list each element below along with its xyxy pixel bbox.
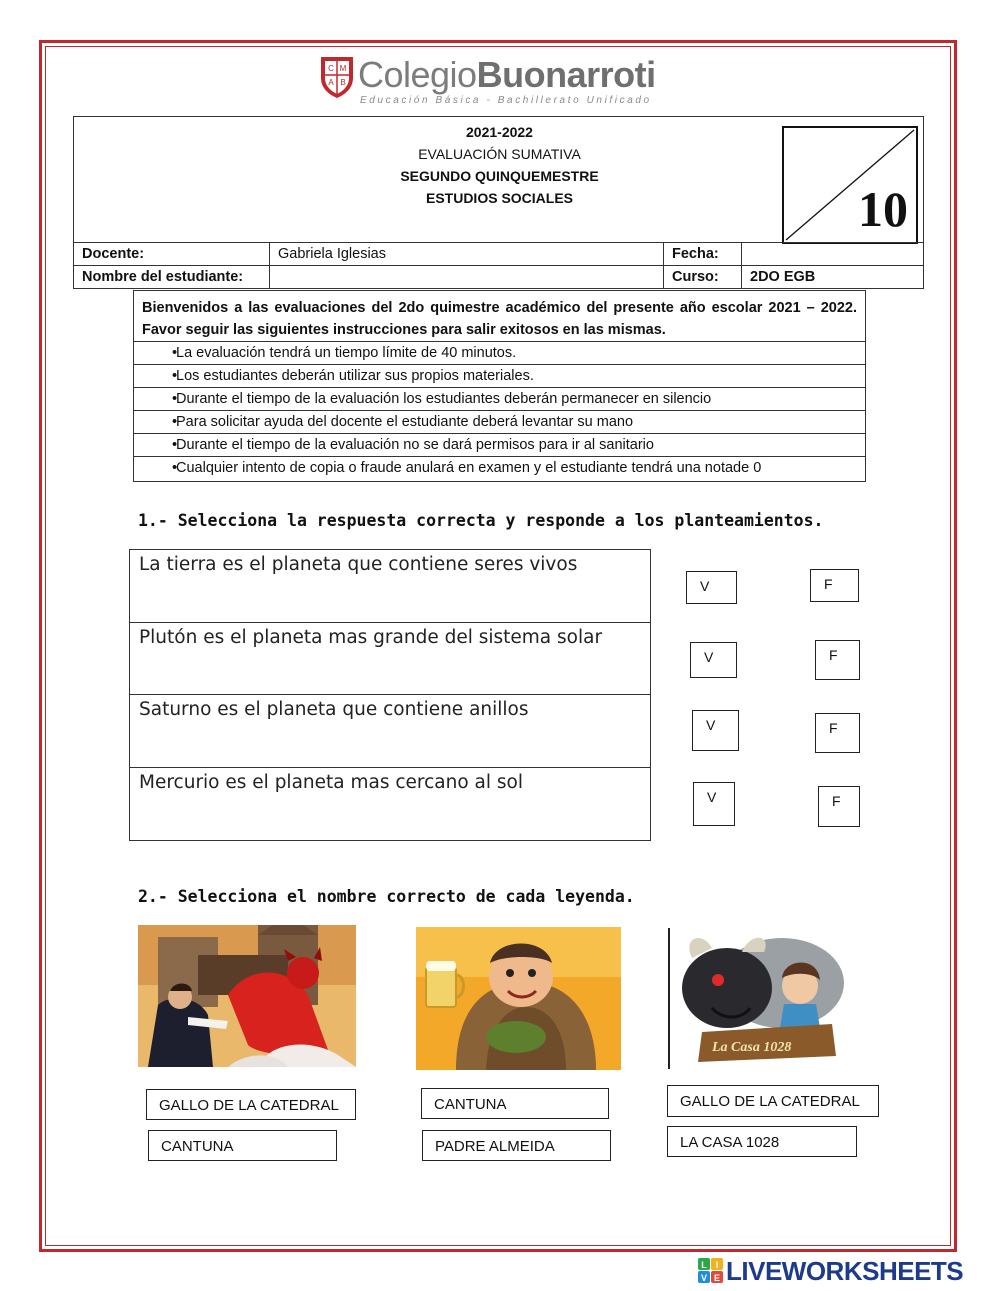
instruction-item: • La evaluación tendrá un tiempo límite de 40 minutos. <box>134 342 866 365</box>
shield-letter: A <box>328 78 334 87</box>
statement-row: Mercurio es el planeta mas cercano al sol <box>139 771 524 793</box>
statement-row: Plutón es el planeta mas grande del sistema solar <box>130 623 650 696</box>
option-1b[interactable]: CANTUNA <box>148 1130 337 1161</box>
shield-letter: B <box>340 78 346 87</box>
false-option-1[interactable]: F <box>810 569 859 602</box>
shield-letter: M <box>339 64 347 73</box>
instruction-item: • Los estudiantes deberán utilizar sus propios materiales. <box>134 365 866 388</box>
false-option-2[interactable]: F <box>815 640 860 680</box>
logo-letter: I <box>715 1260 719 1270</box>
true-option-4[interactable]: V <box>693 782 735 826</box>
bullet-icon: • <box>172 345 178 361</box>
la-casa-caption: La Casa 1028 <box>712 1040 792 1055</box>
school-logo <box>318 54 678 110</box>
statement-row: La tierra es el planeta que contiene seres vivos <box>130 550 650 623</box>
legend-image-cathedral <box>138 925 356 1067</box>
instruction-item: • Durante el tiempo de la evaluación no se dará permisos para ir al sanitario <box>134 434 866 457</box>
friar-illustration <box>416 927 621 1070</box>
false-option-3[interactable]: F <box>815 713 860 753</box>
school-name-part2: Buonarroti <box>476 54 656 95</box>
shield-icon <box>318 54 356 100</box>
bullet-icon: • <box>172 414 178 430</box>
legend-image-bull <box>672 928 848 1069</box>
bullet-icon: • <box>172 460 178 476</box>
instructions-table <box>133 290 866 482</box>
bullet-icon: • <box>172 391 178 407</box>
logo-letter: L <box>701 1260 707 1270</box>
question-1-title: 1.- Selecciona la respuesta correcta y responde a los planteamientos. <box>138 511 824 530</box>
liveworksheets-brand: LIVEWORKSHEETS <box>726 1256 964 1286</box>
option-3a[interactable]: GALLO DE LA CATEDRAL <box>667 1085 879 1117</box>
school-name-part1: Colegio <box>358 54 477 95</box>
shield-letter: C <box>328 64 334 73</box>
curso-value: 2DO EGB <box>742 266 924 289</box>
period: SEGUNDO QUINQUEMESTRE <box>400 168 599 184</box>
subject: ESTUDIOS SOCIALES <box>425 190 574 206</box>
option-2a[interactable]: CANTUNA <box>421 1088 609 1119</box>
instruction-item: • Durante el tiempo de la evaluación los estudiantes deberán permanecer en silencio <box>134 388 866 411</box>
true-option-1[interactable]: V <box>686 571 737 604</box>
liveworksheets-icon <box>698 1258 724 1284</box>
true-false-statements <box>129 549 651 841</box>
fecha-label: Fecha: <box>664 243 742 266</box>
grade-score: 10 <box>858 181 908 237</box>
instruction-item: • Para solicitar ayuda del docente el estudiante deberá levantar su mano <box>134 411 866 434</box>
option-1a[interactable]: GALLO DE LA CATEDRAL <box>146 1089 356 1120</box>
true-option-3[interactable]: V <box>692 710 739 751</box>
liveworksheets-logo <box>698 1256 994 1286</box>
statement-row: Saturno es el planeta que contiene anillos <box>130 695 650 768</box>
false-option-4[interactable]: F <box>818 786 860 827</box>
true-option-2[interactable]: V <box>690 642 737 678</box>
curso-label: Curso: <box>664 266 742 289</box>
option-3b[interactable]: LA CASA 1028 <box>667 1126 857 1157</box>
image-left-rule <box>668 928 670 1069</box>
school-year: 2021-2022 <box>466 124 533 140</box>
fecha-field[interactable] <box>742 243 924 266</box>
student-info-table <box>73 242 924 289</box>
student-name-label: Nombre del estudiante: <box>74 266 270 289</box>
instruction-item: • Cualquier intento de copia o fraude anulará en examen y el estudiante tendrá una notade 0 <box>134 457 866 482</box>
student-name-field[interactable] <box>270 266 664 289</box>
docente-label: Docente: <box>74 243 270 266</box>
question-2-title: 2.- Selecciona el nombre correcto de cada leyenda. <box>138 887 635 906</box>
evaluation-type: EVALUACIÓN SUMATIVA <box>418 146 581 162</box>
school-tagline: Educación Básica - Bachillerato Unificado <box>360 95 652 106</box>
cathedral-devil-illustration <box>138 925 356 1067</box>
school-name <box>358 54 656 96</box>
logo-letter: V <box>700 1273 708 1283</box>
grade-box <box>782 126 918 244</box>
instructions-intro: Bienvenidos a las evaluaciones del 2do quimestre académico del presente año escolar 2021 – 2022. Favor seguir las siguientes instrucciones para salir exitosos en las mismas. <box>134 291 866 342</box>
legend-image-friar <box>416 927 621 1070</box>
option-2b[interactable]: PADRE ALMEIDA <box>422 1130 611 1161</box>
logo-letter: E <box>713 1273 721 1283</box>
docente-value: Gabriela Iglesias <box>270 243 664 266</box>
bullet-icon: • <box>172 368 178 384</box>
bullet-icon: • <box>172 437 178 453</box>
